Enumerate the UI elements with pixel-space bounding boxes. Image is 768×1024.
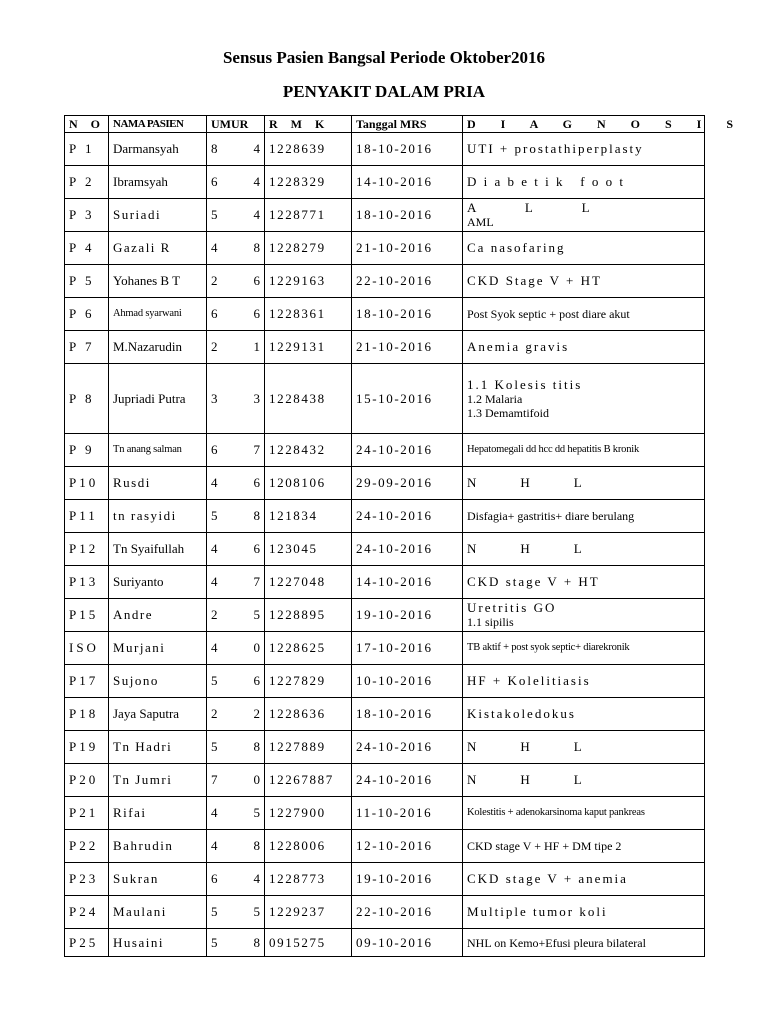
diagnosis-line: HF + Kolelitiasis <box>467 673 591 688</box>
umur-digit: 5 <box>253 607 260 622</box>
umur-digit: 6 <box>253 673 260 688</box>
cell-rmk: 1227048 <box>265 566 352 599</box>
cell-no: P10 <box>65 467 109 500</box>
umur-digit: 4 <box>211 574 218 589</box>
umur-digit: 7 <box>211 772 218 787</box>
umur-digit: 5 <box>253 805 260 820</box>
umur-digit: 2 <box>211 706 218 721</box>
cell-diagnosis <box>463 698 705 731</box>
table-row <box>65 632 705 665</box>
table-body <box>65 133 705 957</box>
header-no: N O <box>65 116 109 133</box>
cell-no: P 7 <box>65 331 109 364</box>
umur-digit: 2 <box>211 273 218 288</box>
cell-tanggal-mrs: 24-10-2016 <box>352 500 463 533</box>
diagnosis-line: N H L <box>467 541 584 556</box>
umur-digit: 6 <box>211 306 218 321</box>
cell-no: P21 <box>65 797 109 830</box>
cell-diagnosis <box>463 166 705 199</box>
table-row <box>65 665 705 698</box>
patient-census-table <box>64 115 745 957</box>
cell-diagnosis <box>463 232 705 265</box>
cell-umur <box>207 731 265 764</box>
cell-tanggal-mrs: 21-10-2016 <box>352 232 463 265</box>
umur-digit: 2 <box>253 706 260 721</box>
cell-tanggal-mrs: 17-10-2016 <box>352 632 463 665</box>
umur-digit: 0 <box>253 640 260 655</box>
cell-no: P25 <box>65 929 109 957</box>
umur-digit: 2 <box>211 607 218 622</box>
cell-diagnosis <box>463 599 705 632</box>
cell-diagnosis <box>463 863 705 896</box>
umur-digit: 3 <box>211 390 218 406</box>
umur-digit: 6 <box>211 871 218 886</box>
cell-umur <box>207 764 265 797</box>
table-row <box>65 599 705 632</box>
table-row <box>65 500 705 533</box>
cell-rmk: 12267887 <box>265 764 352 797</box>
cell-umur <box>207 566 265 599</box>
diagnosis-line: Anemia gravis <box>467 339 570 354</box>
umur-digit: 6 <box>253 475 260 490</box>
cell-tanggal-mrs: 15-10-2016 <box>352 364 463 434</box>
diagnosis-line: Multiple tumor koli <box>467 904 608 919</box>
table-row <box>65 467 705 500</box>
diagnosis-line: CKD stage V + anemia <box>467 871 628 886</box>
table-row <box>65 863 705 896</box>
diagnosis-line: Kistakoledokus <box>467 706 576 721</box>
cell-rmk: 0915275 <box>265 929 352 957</box>
cell-no: P 2 <box>65 166 109 199</box>
diagnosis-line: N H L <box>467 475 584 490</box>
table-header-row <box>65 116 705 133</box>
cell-rmk: 1228771 <box>265 199 352 232</box>
cell-no: P19 <box>65 731 109 764</box>
cell-nama-pasien: M.Nazarudin <box>109 331 207 364</box>
cell-rmk: 1229237 <box>265 896 352 929</box>
umur-digit: 4 <box>211 838 218 853</box>
table-row <box>65 166 705 199</box>
cell-no: P 4 <box>65 232 109 265</box>
cell-umur <box>207 467 265 500</box>
diagnosis-line: TB aktif + post syok septic+ diarekronik <box>467 642 630 653</box>
cell-tanggal-mrs: 24-10-2016 <box>352 434 463 467</box>
cell-rmk: 1228279 <box>265 232 352 265</box>
cell-diagnosis <box>463 434 705 467</box>
cell-tanggal-mrs: 21-10-2016 <box>352 331 463 364</box>
cell-diagnosis <box>463 764 705 797</box>
cell-tanggal-mrs: 22-10-2016 <box>352 265 463 298</box>
cell-diagnosis <box>463 797 705 830</box>
cell-nama-pasien: Ahmad syarwani <box>109 298 207 331</box>
cell-nama-pasien: Tn anang salman <box>109 434 207 467</box>
cell-rmk: 1228432 <box>265 434 352 467</box>
diagnosis-line: 1.2 Malaria <box>467 391 523 406</box>
cell-umur <box>207 331 265 364</box>
cell-umur <box>207 533 265 566</box>
cell-umur <box>207 434 265 467</box>
umur-digit: 6 <box>253 306 260 321</box>
diagnosis-line: Post Syok septic + post diare akut <box>467 307 630 321</box>
umur-digit: 5 <box>211 739 218 754</box>
umur-digit: 2 <box>211 339 218 354</box>
cell-rmk: 1228006 <box>265 830 352 863</box>
cell-umur <box>207 863 265 896</box>
umur-digit: 0 <box>253 772 260 787</box>
cell-diagnosis <box>463 632 705 665</box>
diagnosis-line: CKD Stage V + HT <box>467 273 602 288</box>
diagnosis-line: NHL on Kemo+Efusi pleura bilateral <box>467 935 646 950</box>
diagnosis-line: CKD stage V + HF + DM tipe 2 <box>467 839 622 853</box>
table-row <box>65 199 705 232</box>
cell-nama-pasien: Suriadi <box>109 199 207 232</box>
cell-umur <box>207 232 265 265</box>
cell-tanggal-mrs: 19-10-2016 <box>352 599 463 632</box>
cell-tanggal-mrs: 24-10-2016 <box>352 731 463 764</box>
cell-rmk: 1229131 <box>265 331 352 364</box>
umur-digit: 4 <box>253 207 260 222</box>
umur-digit: 6 <box>253 273 260 288</box>
header-nama-pasien: NAMA PASIEN <box>109 116 207 133</box>
cell-nama-pasien: Darmansyah <box>109 133 207 166</box>
umur-digit: 4 <box>211 541 218 556</box>
cell-rmk: 1228639 <box>265 133 352 166</box>
umur-digit: 6 <box>211 442 218 457</box>
cell-nama-pasien: Jaya Saputra <box>109 698 207 731</box>
cell-nama-pasien: Murjani <box>109 632 207 665</box>
cell-no: P 3 <box>65 199 109 232</box>
cell-umur <box>207 797 265 830</box>
cell-umur <box>207 929 265 957</box>
cell-rmk: 1229163 <box>265 265 352 298</box>
cell-no: P 6 <box>65 298 109 331</box>
cell-diagnosis <box>463 665 705 698</box>
cell-nama-pasien: Maulani <box>109 896 207 929</box>
umur-digit: 6 <box>253 541 260 556</box>
cell-diagnosis <box>463 929 705 957</box>
cell-diagnosis <box>463 500 705 533</box>
cell-nama-pasien: Jupriadi Putra <box>109 364 207 434</box>
table-row <box>65 434 705 467</box>
cell-nama-pasien: Tn Syaifullah <box>109 533 207 566</box>
cell-tanggal-mrs: 19-10-2016 <box>352 863 463 896</box>
cell-tanggal-mrs: 14-10-2016 <box>352 166 463 199</box>
cell-no: P 5 <box>65 265 109 298</box>
cell-tanggal-mrs: 18-10-2016 <box>352 199 463 232</box>
cell-no: P20 <box>65 764 109 797</box>
umur-digit: 3 <box>253 390 260 406</box>
cell-rmk: 1227889 <box>265 731 352 764</box>
cell-umur <box>207 199 265 232</box>
cell-no: P17 <box>65 665 109 698</box>
cell-rmk: 1227829 <box>265 665 352 698</box>
table-row <box>65 797 705 830</box>
cell-nama-pasien: Sukran <box>109 863 207 896</box>
diagnosis-line: N H L <box>467 772 584 787</box>
diagnosis-line: Ca nasofaring <box>467 240 566 255</box>
cell-diagnosis <box>463 731 705 764</box>
umur-digit: 5 <box>211 904 218 919</box>
cell-tanggal-mrs: 10-10-2016 <box>352 665 463 698</box>
cell-tanggal-mrs: 22-10-2016 <box>352 896 463 929</box>
diagnosis-line: 1.1 Kolesis titis <box>467 376 583 392</box>
diagnosis-line: 1.3 Demamtifoid <box>467 405 549 420</box>
umur-digit: 4 <box>253 141 260 156</box>
umur-digit: 8 <box>253 934 260 950</box>
cell-nama-pasien: tn rasyidi <box>109 500 207 533</box>
cell-nama-pasien: Tn Hadri <box>109 731 207 764</box>
cell-diagnosis <box>463 199 705 232</box>
cell-umur <box>207 500 265 533</box>
cell-rmk: 1228438 <box>265 364 352 434</box>
cell-no: P13 <box>65 566 109 599</box>
cell-diagnosis <box>463 298 705 331</box>
diagnosis-line: Hepatomegali dd hcc dd hepatitis B kronik <box>467 444 640 455</box>
diagnosis-line: D i a b e t i k f o o t <box>467 174 625 189</box>
cell-rmk: 1228636 <box>265 698 352 731</box>
table-row <box>65 698 705 731</box>
cell-diagnosis <box>463 364 705 434</box>
cell-no: P15 <box>65 599 109 632</box>
cell-umur <box>207 698 265 731</box>
cell-no: P24 <box>65 896 109 929</box>
cell-nama-pasien: Tn Jumri <box>109 764 207 797</box>
table-row <box>65 731 705 764</box>
cell-rmk: 1228361 <box>265 298 352 331</box>
cell-tanggal-mrs: 24-10-2016 <box>352 764 463 797</box>
umur-digit: 5 <box>211 673 218 688</box>
cell-no: P 1 <box>65 133 109 166</box>
document-subtitle: PENYAKIT DALAM PRIA <box>282 82 486 101</box>
diagnosis-line: UTI + prostathiperplasty <box>467 141 644 156</box>
table-row <box>65 331 705 364</box>
cell-diagnosis <box>463 331 705 364</box>
cell-diagnosis <box>463 566 705 599</box>
cell-tanggal-mrs: 09-10-2016 <box>352 929 463 957</box>
cell-umur <box>207 133 265 166</box>
umur-digit: 5 <box>211 207 218 222</box>
cell-rmk: 1228773 <box>265 863 352 896</box>
cell-diagnosis <box>463 830 705 863</box>
header-diagnosis: D I A G N O S I S <box>463 116 705 133</box>
cell-no: P22 <box>65 830 109 863</box>
table-row <box>65 830 705 863</box>
umur-digit: 8 <box>253 838 260 853</box>
cell-no: P23 <box>65 863 109 896</box>
cell-tanggal-mrs: 18-10-2016 <box>352 698 463 731</box>
cell-nama-pasien: Gazali R <box>109 232 207 265</box>
umur-digit: 8 <box>253 240 260 255</box>
table-row <box>65 896 705 929</box>
cell-umur <box>207 298 265 331</box>
header-umur: UMUR <box>207 116 265 133</box>
cell-nama-pasien: Suriyanto <box>109 566 207 599</box>
cell-nama-pasien: Bahrudin <box>109 830 207 863</box>
cell-tanggal-mrs: 18-10-2016 <box>352 298 463 331</box>
cell-rmk: 1228329 <box>265 166 352 199</box>
umur-digit: 4 <box>211 240 218 255</box>
cell-umur <box>207 364 265 434</box>
umur-digit: 8 <box>211 141 218 156</box>
diagnosis-line: A L L <box>467 200 592 215</box>
cell-diagnosis <box>463 133 705 166</box>
diagnosis-line: CKD stage V + HT <box>467 574 600 589</box>
umur-digit: 8 <box>253 739 260 754</box>
cell-umur <box>207 265 265 298</box>
cell-rmk: 1227900 <box>265 797 352 830</box>
cell-rmk: 121834 <box>265 500 352 533</box>
diagnosis-line: Disfagia+ gastritis+ diare berulang <box>467 509 635 523</box>
cell-rmk: 1228625 <box>265 632 352 665</box>
umur-digit: 4 <box>211 475 218 490</box>
cell-nama-pasien: Sujono <box>109 665 207 698</box>
cell-nama-pasien: Rifai <box>109 797 207 830</box>
table-row <box>65 298 705 331</box>
table-row <box>65 364 705 434</box>
cell-umur <box>207 599 265 632</box>
cell-umur <box>207 665 265 698</box>
cell-rmk: 1208106 <box>265 467 352 500</box>
diagnosis-line: 1.1 sipilis <box>467 615 514 629</box>
cell-nama-pasien: Andre <box>109 599 207 632</box>
cell-no: P 9 <box>65 434 109 467</box>
cell-tanggal-mrs: 18-10-2016 <box>352 133 463 166</box>
cell-no: ISO <box>65 632 109 665</box>
diagnosis-line: Uretritis GO <box>467 600 557 615</box>
diagnosis-line: N H L <box>467 739 584 754</box>
table-row <box>65 133 705 166</box>
cell-umur <box>207 896 265 929</box>
cell-umur <box>207 830 265 863</box>
header-tanggal-mrs: Tanggal MRS <box>352 116 463 133</box>
cell-diagnosis <box>463 467 705 500</box>
document-title: Sensus Pasien Bangsal Periode Oktober2016 <box>222 48 546 67</box>
cell-umur <box>207 166 265 199</box>
table-row <box>65 265 705 298</box>
cell-tanggal-mrs: 24-10-2016 <box>352 533 463 566</box>
cell-tanggal-mrs: 11-10-2016 <box>352 797 463 830</box>
umur-digit: 6 <box>211 174 218 189</box>
cell-rmk: 1228895 <box>265 599 352 632</box>
diagnosis-line: AML <box>467 215 494 229</box>
cell-diagnosis <box>463 265 705 298</box>
cell-rmk: 123045 <box>265 533 352 566</box>
diagnosis-line: Kolestitis + adenokarsinoma kaput pankreas <box>467 807 645 818</box>
cell-nama-pasien: Husaini <box>109 929 207 957</box>
umur-digit: 5 <box>211 508 218 523</box>
cell-nama-pasien: Ibramsyah <box>109 166 207 199</box>
table-row <box>65 566 705 599</box>
table-row <box>65 764 705 797</box>
cell-nama-pasien: Yohanes B T <box>109 265 207 298</box>
umur-digit: 5 <box>211 934 218 950</box>
umur-digit: 4 <box>253 871 260 886</box>
cell-diagnosis <box>463 896 705 929</box>
cell-no: P 8 <box>65 364 109 434</box>
cell-diagnosis <box>463 533 705 566</box>
cell-tanggal-mrs: 14-10-2016 <box>352 566 463 599</box>
cell-nama-pasien: Rusdi <box>109 467 207 500</box>
cell-umur <box>207 632 265 665</box>
umur-digit: 4 <box>253 174 260 189</box>
header-rmk: R M K <box>265 116 352 133</box>
umur-digit: 4 <box>211 805 218 820</box>
cell-tanggal-mrs: 12-10-2016 <box>352 830 463 863</box>
umur-digit: 8 <box>253 508 260 523</box>
table-row <box>65 232 705 265</box>
umur-digit: 7 <box>253 442 260 457</box>
umur-digit: 1 <box>253 339 260 354</box>
umur-digit: 7 <box>253 574 260 589</box>
table-row <box>65 929 705 957</box>
umur-digit: 4 <box>211 640 218 655</box>
cell-no: P18 <box>65 698 109 731</box>
cell-tanggal-mrs: 29-09-2016 <box>352 467 463 500</box>
cell-no: P12 <box>65 533 109 566</box>
table-row <box>65 533 705 566</box>
cell-no: P11 <box>65 500 109 533</box>
umur-digit: 5 <box>253 904 260 919</box>
